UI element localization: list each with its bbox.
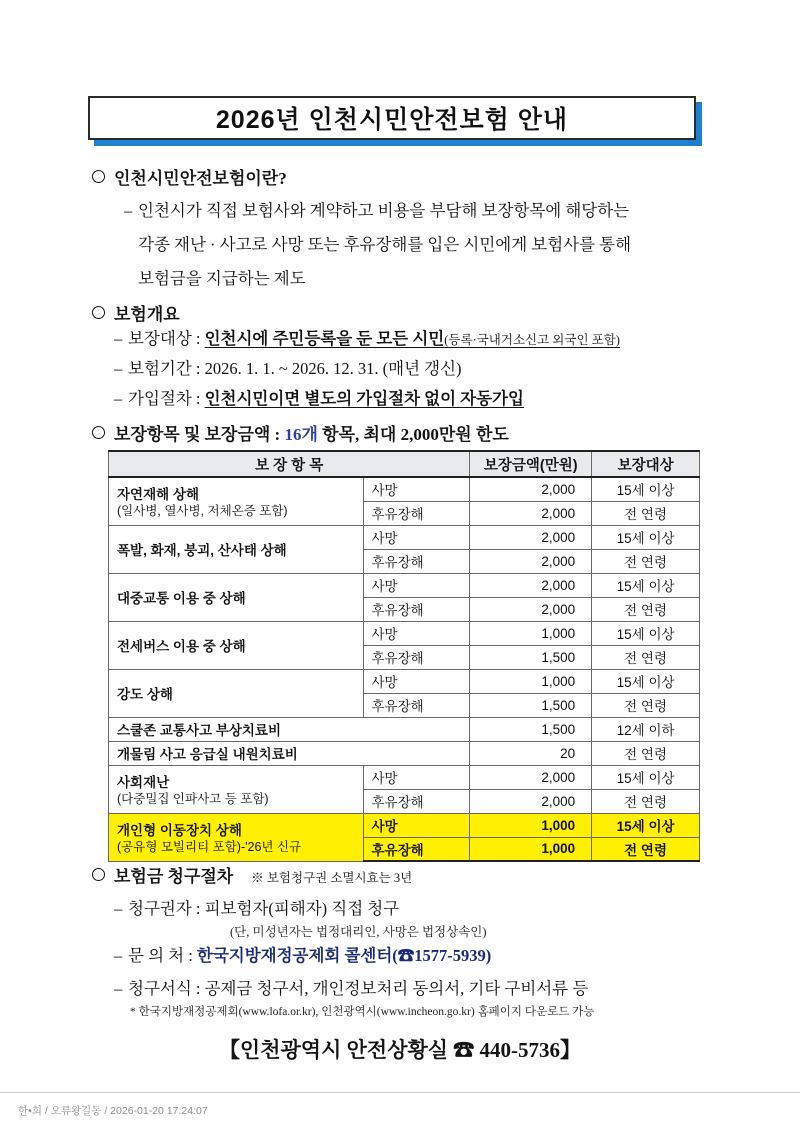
coverage-heading-prefix: 보장항목 및 보장금액 : [114,425,285,444]
cell-item-title: 개물림 사고 응급실 내원치료비 [117,747,298,762]
cell-target: 전 연령 [592,645,700,669]
definition-line-1-text: 인천시가 직접 보험사와 계약하고 비용을 부담해 보장항목에 해당하는 [138,201,630,220]
cell-item-title: 대중교통 이용 중 상해 [117,591,246,606]
cell-target: 15세 이상 [592,573,700,597]
cell-amount: 2,000 [470,765,592,789]
cell-amount: 2,000 [470,477,592,501]
table-row [109,477,700,501]
dash-bullet-icon: – [114,899,123,918]
cell-target: 15세 이상 [592,477,700,501]
cell-amount: 1,000 [470,669,592,693]
cell-type: 사망 [363,765,470,789]
table-row [109,525,700,549]
cell-item-subtitle: (일사병, 열사병, 저체온증 포함) [117,504,288,519]
cell-amount: 1,500 [470,717,592,741]
cell-amount: 1,500 [470,645,592,669]
title-box [88,96,696,140]
coverage-heading-suffix: 항목, 최대 2,000만원 한도 [317,425,509,444]
table-row [109,669,700,693]
cell-item [109,717,470,741]
cell-item-title: 자연재해 상해 [117,487,199,503]
cell-amount: 2,000 [470,501,592,525]
cell-target: 15세 이상 [592,669,700,693]
cell-target: 전 연령 [592,597,700,621]
col-header-item: 보 장 항 목 [109,451,470,477]
cell-type: 사망 [363,477,470,501]
dash-bullet-icon: – [124,201,133,220]
cell-target: 전 연령 [592,693,700,717]
cell-type: 후유장해 [363,549,470,573]
section-heading-definition [92,164,287,189]
overview-row-target-underline [205,329,620,348]
table-row [109,765,700,789]
section-heading-claim-label: 보험금 청구절차 [114,867,234,886]
claim-contact-label: 문 의 처 : [128,946,193,965]
cell-item-title: 사회재난 [117,775,170,790]
page-title: 2026년 인천시민안전보험 안내 [215,106,569,134]
cell-type: 사망 [363,813,470,837]
table-header-row [109,451,700,477]
cell-amount: 1,000 [470,813,592,837]
cell-target: 12세 이하 [592,717,700,741]
overview-row-period-value: 2026. 1. 1. ~ 2026. 12. 31. (매년 갱신) [204,359,462,378]
footer-divider [0,1092,800,1093]
coverage-table-head [109,451,700,477]
section-heading-overview [92,300,180,325]
cell-amount: 2,000 [470,597,592,621]
cell-type: 후유장해 [363,501,470,525]
cell-target: 전 연령 [592,741,700,765]
cell-amount: 2,000 [470,789,592,813]
circle-bullet-icon [92,306,105,319]
section-heading-definition-label: 인천시민안전보험이란? [114,169,287,188]
cell-target: 15세 이상 [592,525,700,549]
section-heading-overview-label: 보험개요 [114,305,180,324]
dash-bullet-icon: – [114,946,123,965]
table-row [109,741,700,765]
claim-claimant-row [114,895,399,919]
footer-banner: 【인천광역시 안전상황실 ☎ 440-5736】 [218,1038,582,1062]
coverage-heading-count: 16개 [284,425,318,444]
table-row [109,621,700,645]
section-heading-claim [92,862,412,887]
cell-amount: 2,000 [470,573,592,597]
overview-row-target-value: 인천시에 주민등록을 둔 모든 시민 [204,329,445,348]
dash-bullet-icon: – [114,979,123,998]
cell-amount: 1,000 [470,837,592,861]
cell-target: 전 연령 [592,789,700,813]
cell-item [109,741,470,765]
cell-type: 후유장해 [363,693,470,717]
claim-forms-row [114,975,588,999]
definition-line-3-text: 보험금을 지급하는 제도 [138,269,306,288]
cell-item [109,477,364,525]
definition-line-2-text: 각종 재난 · 사고로 사망 또는 후유장해를 입은 시민에게 보험사를 통해 [138,235,632,254]
claim-claimant-value: 피보험자(피해자) 직접 청구 [204,899,400,918]
overview-row-period [114,355,462,379]
circle-bullet-icon [92,170,105,183]
cell-amount: 2,000 [470,525,592,549]
cell-type: 후유장해 [363,789,470,813]
cell-item [109,669,364,717]
cell-type: 사망 [363,573,470,597]
overview-row-enrollment [114,385,524,409]
cell-amount: 20 [470,741,592,765]
cell-type: 사망 [363,525,470,549]
cell-type: 후유장해 [363,837,470,861]
circle-bullet-icon [92,426,105,439]
dash-bullet-icon: – [114,329,123,348]
definition-line-2 [138,231,631,255]
cell-amount: 1,000 [470,621,592,645]
cell-target: 15세 이상 [592,621,700,645]
footer-meta: 한•희 / 오류왕길동 / 2026-01-20 17:24:07 [18,1105,208,1117]
cell-item [109,573,364,621]
col-header-target: 보장대상 [592,451,700,477]
cell-item-title: 폭발, 화재, 붕괴, 산사태 상해 [117,543,287,558]
overview-row-target-note: (등록·국내거소신고 외국인 포함) [444,333,620,347]
cell-target: 전 연령 [592,501,700,525]
cell-item [109,813,364,861]
claim-claimant-label: 청구권자 : [128,899,201,918]
cell-type: 사망 [363,621,470,645]
coverage-table [108,450,700,862]
coverage-table-body [109,477,700,861]
overview-row-enrollment-value: 인천시민이면 별도의 가입절차 없이 자동가입 [204,389,524,408]
section-heading-coverage [92,420,509,445]
table-row [109,717,700,741]
col-header-amount: 보장금액(만원) [470,451,592,477]
cell-target: 15세 이상 [592,813,700,837]
claim-forms-note: * 한국지방재정공제회(www.lofa.or.kr), 인천광역시(www.incheon.go.kr) 홈페이지 다운로드 가능 [130,1006,595,1018]
cell-target: 전 연령 [592,549,700,573]
overview-row-period-label: 보험기간 : [128,359,201,378]
cell-item-subtitle: (공유형 모빌리티 포함)-'26년 신규 [117,840,302,854]
overview-row-enrollment-label: 가입절차 : [128,389,201,408]
cell-item [109,525,364,573]
dash-bullet-icon: – [114,389,123,408]
cell-type: 후유장해 [363,597,470,621]
definition-line-3 [138,265,306,289]
circle-bullet-icon [92,868,105,881]
cell-item-title: 스쿨존 교통사고 부상치료비 [117,723,281,738]
claim-contact-value: 한국지방재정공제회 콜센터(☎1577-5939) [196,946,492,965]
claim-forms-value: 공제금 청구서, 개인정보처리 동의서, 기타 구비서류 등 [204,979,589,998]
table-row [109,813,700,837]
cell-type: 사망 [363,669,470,693]
claim-heading-note: ※ 보험청구권 소멸시효는 3년 [251,871,413,885]
cell-item-subtitle: (다중밀집 인파사고 등 포함) [117,792,269,806]
dash-bullet-icon: – [114,359,123,378]
cell-item-title: 강도 상해 [117,687,173,702]
cell-amount: 1,500 [470,693,592,717]
cell-item [109,765,364,813]
cell-item-title: 전세버스 이용 중 상해 [117,639,246,654]
cell-type: 후유장해 [363,645,470,669]
document-title-banner [88,96,696,140]
claim-claimant-note: (단, 미성년자는 법정대리인, 사망은 법정상속인) [230,925,487,939]
claim-forms-label: 청구서식 : [128,979,201,998]
cell-target: 15세 이상 [592,765,700,789]
cell-amount: 2,000 [470,549,592,573]
overview-row-target-label: 보장대상 : [128,329,201,348]
definition-line-1 [124,197,629,221]
cell-item-title: 개인형 이동장치 상해 [117,823,242,838]
overview-row-target [114,325,620,349]
claim-contact-row [114,942,491,966]
table-row [109,573,700,597]
cell-target: 전 연령 [592,837,700,861]
cell-item [109,621,364,669]
